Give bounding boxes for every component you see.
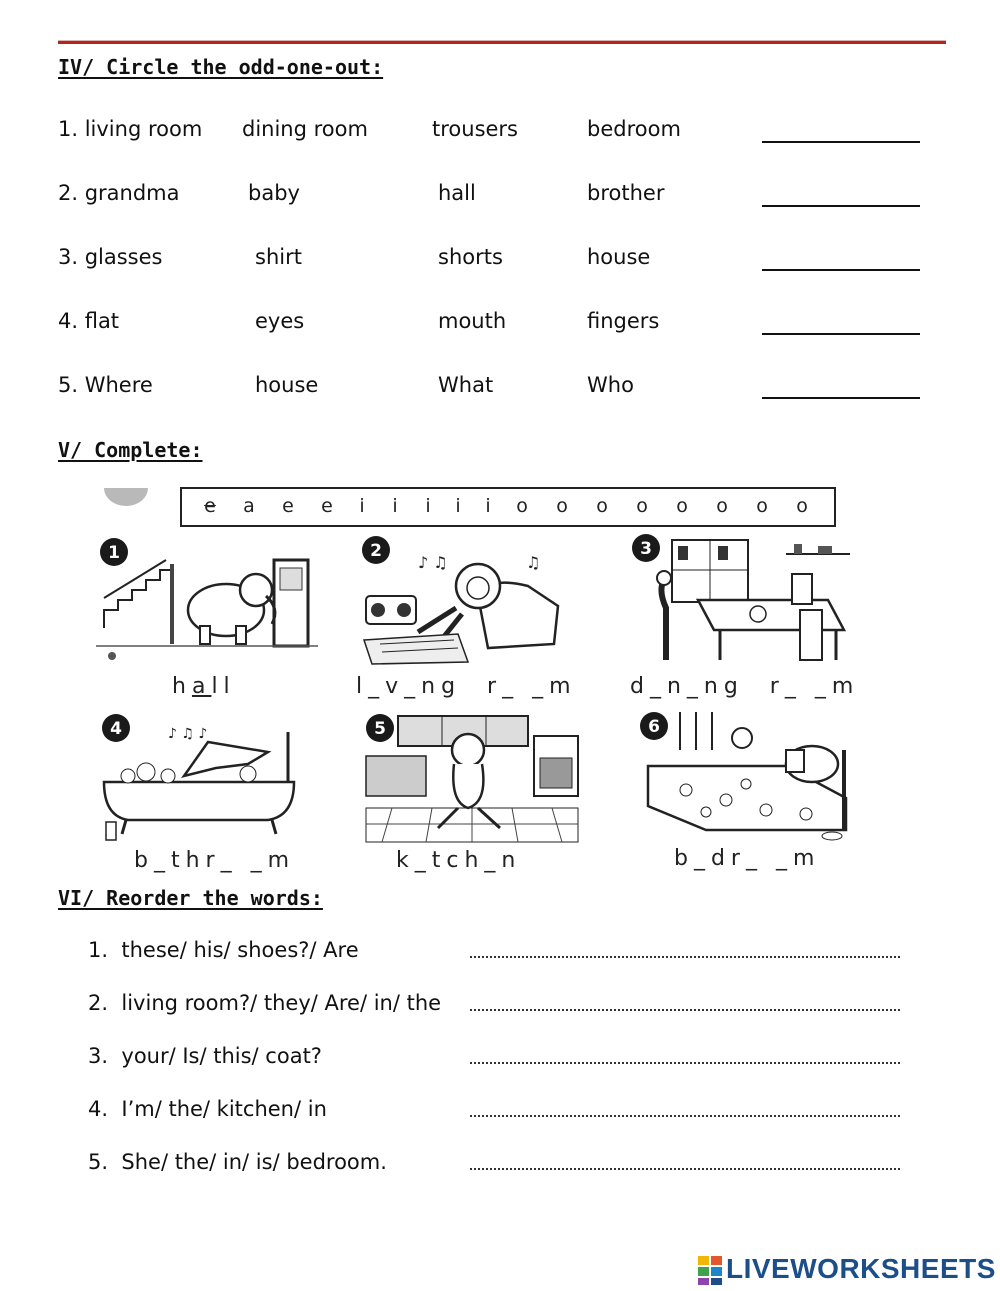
- vowel: e: [282, 495, 294, 517]
- answer-line[interactable]: [470, 948, 900, 958]
- word: eyes: [255, 309, 305, 333]
- vowel: o: [756, 495, 768, 517]
- picture-kitchen: [362, 712, 584, 846]
- word: 3. glasses: [58, 245, 163, 269]
- picture-bathroom: [98, 712, 320, 846]
- answer-blank[interactable]: [762, 141, 920, 143]
- fox-icon: [452, 734, 484, 766]
- vowel-bank: [180, 487, 836, 527]
- number-3: 3: [640, 539, 652, 559]
- answer-blank[interactable]: [762, 269, 920, 271]
- word: shorts: [438, 245, 503, 269]
- vowel: i: [455, 495, 461, 517]
- reorder-item-3: [88, 1044, 908, 1074]
- picture-living-room: [358, 536, 580, 670]
- picture-hall: [96, 538, 318, 670]
- reorder-prompt: 2. living room?/ they/ Are/ in/ the: [88, 991, 442, 1015]
- word-dining-room: d_n_ng r_ _m: [630, 674, 860, 699]
- number-6: 6: [648, 717, 660, 737]
- vowel: i: [425, 495, 431, 517]
- word: What: [438, 373, 494, 397]
- section-4-heading: IV/ Circle the odd-one-out:: [58, 55, 384, 79]
- bathtub-icon: [104, 782, 294, 820]
- reorder-item-2: [88, 991, 908, 1021]
- word-bathroom: b_thr_ _m: [134, 848, 296, 873]
- word: baby: [248, 181, 300, 205]
- reorder-item-4: [88, 1097, 908, 1127]
- word: house: [587, 245, 651, 269]
- answer-blank[interactable]: [762, 397, 920, 399]
- reorder-item-5: [88, 1150, 908, 1180]
- vowel: o: [556, 495, 568, 517]
- chair-icon: [792, 574, 812, 604]
- word-bedroom: b_dr_ _m: [674, 846, 821, 871]
- svg-text:♫: ♫: [526, 553, 541, 572]
- vowel: e: [204, 495, 216, 517]
- vowel: i: [359, 495, 365, 517]
- answer-blank[interactable]: [762, 333, 920, 335]
- brand-text: LIVEWORKSHEETS: [726, 1253, 996, 1284]
- word: 1. living room: [58, 117, 203, 141]
- word: brother: [587, 181, 665, 205]
- answer-blank[interactable]: [762, 205, 920, 207]
- svg-text:♪ ♫: ♪ ♫: [418, 553, 448, 572]
- picture-dining-room: [628, 534, 864, 668]
- odd-one-out-row-3: [58, 245, 938, 275]
- section-6-heading: VI/ Reorder the words:: [58, 886, 323, 910]
- odd-one-out-row-2: [58, 181, 938, 211]
- word: 4. flat: [58, 309, 120, 333]
- giraffe-icon: [661, 580, 666, 660]
- answer-line[interactable]: [470, 1001, 900, 1011]
- word-hall: hall: [172, 674, 236, 699]
- vowel: i: [485, 495, 491, 517]
- number-4: 4: [110, 719, 122, 739]
- vowel: o: [716, 495, 728, 517]
- number-2: 2: [370, 541, 382, 561]
- odd-one-out-row-4: [58, 309, 938, 339]
- picture-bedroom: [636, 710, 858, 844]
- odd-one-out-row-5: [58, 373, 938, 403]
- word: Who: [587, 373, 634, 397]
- word: mouth: [438, 309, 507, 333]
- word: shirt: [255, 245, 302, 269]
- section-5-heading: V/ Complete:: [58, 438, 203, 462]
- answer-line[interactable]: [470, 1107, 900, 1117]
- word: house: [255, 373, 319, 397]
- word: fingers: [587, 309, 660, 333]
- number-5: 5: [374, 719, 386, 739]
- word: 2. grandma: [58, 181, 180, 205]
- word-kitchen: k_tch_n: [396, 848, 522, 873]
- vowel: o: [636, 495, 648, 517]
- top-rule: [58, 40, 946, 44]
- word: dining room: [242, 117, 368, 141]
- word: bedroom: [587, 117, 681, 141]
- word: 5. Where: [58, 373, 153, 397]
- liveworksheets-logo-icon: [698, 1256, 724, 1286]
- reorder-prompt: 4. I’m/ the/ kitchen/ in: [88, 1097, 327, 1121]
- answer-line[interactable]: [470, 1160, 900, 1170]
- reorder-item-1: [88, 938, 908, 968]
- vowel: o: [516, 495, 528, 517]
- svg-text:♪ ♫ ♪: ♪ ♫ ♪: [168, 726, 208, 742]
- word-living-room: l_v_ng r_ _m: [356, 674, 577, 699]
- clock-icon: [732, 728, 752, 748]
- vowel: o: [676, 495, 688, 517]
- reorder-prompt: 3. your/ Is/ this/ coat?: [88, 1044, 322, 1068]
- odd-one-out-row-1: [58, 117, 938, 147]
- reorder-prompt: 1. these/ his/ shoes?/ Are: [88, 938, 359, 962]
- number-1: 1: [108, 543, 120, 563]
- word: trousers: [432, 117, 518, 141]
- answer-line[interactable]: [470, 1054, 900, 1064]
- vowel: a: [243, 495, 255, 517]
- vowel: e: [321, 495, 333, 517]
- vowel: o: [596, 495, 608, 517]
- vowel: o: [796, 495, 808, 517]
- ink-splotch: [104, 488, 148, 506]
- reorder-prompt: 5. She/ the/ in/ is/ bedroom.: [88, 1150, 387, 1174]
- vowel: i: [392, 495, 398, 517]
- word: hall: [438, 181, 476, 205]
